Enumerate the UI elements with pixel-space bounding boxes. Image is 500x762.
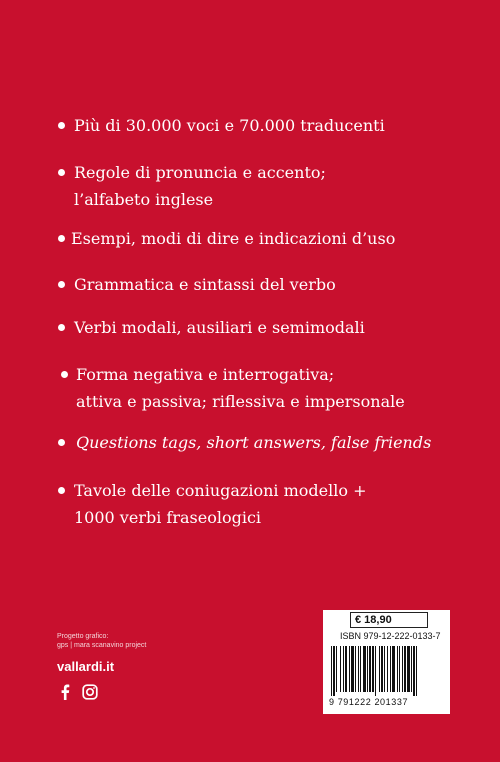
feature-text: Forma negativa e interrogativa; <box>76 365 335 384</box>
barcode-bar <box>411 646 412 692</box>
feature-item <box>76 429 431 456</box>
barcode-bar <box>363 646 366 692</box>
feature-text: l’alfabeto inglese <box>74 190 214 209</box>
barcode-bar <box>404 646 406 692</box>
feature-text: Grammatica e sintassi del verbo <box>74 275 336 294</box>
bullet-dot <box>61 371 68 378</box>
barcode-bar <box>355 646 356 692</box>
barcode-bar <box>402 646 403 692</box>
barcode-bar <box>349 646 350 692</box>
barcode-bar <box>399 646 400 692</box>
feature-text: Più di 30.000 voci e 70.000 traducenti <box>74 116 385 135</box>
isbn-label: ISBN 979-12-222-0133-7 <box>340 631 441 641</box>
barcode-bar <box>372 646 374 692</box>
barcode-bar <box>384 646 385 692</box>
barcode-bar <box>358 646 359 692</box>
instagram-icon[interactable] <box>82 684 98 704</box>
barcode-bar <box>392 646 395 692</box>
barcode-bar <box>336 646 337 692</box>
feature-text: Tavole delle coniugazioni modello + <box>74 481 367 500</box>
bullet-dot <box>58 235 65 242</box>
feature-item <box>74 159 326 213</box>
barcode-bar <box>340 646 341 692</box>
feature-text: Esempi, modi di dire e indicazioni d’uso <box>71 229 396 248</box>
feature-text: Verbi modali, ausiliari e semimodali <box>74 318 365 337</box>
feature-text: Questions tags, short answers, false friends <box>76 433 432 452</box>
design-credits <box>57 632 146 650</box>
barcode-bar <box>367 646 368 692</box>
barcode-bar <box>381 646 383 692</box>
feature-text: Regole di pronuncia e accento; <box>74 163 326 182</box>
barcode-bar <box>360 646 361 692</box>
feature-item <box>71 225 395 252</box>
barcode-bar <box>387 646 388 692</box>
credits-label: Progetto grafico: <box>57 633 109 640</box>
barcode-bar <box>343 646 344 692</box>
bullet-dot <box>58 324 65 331</box>
feature-item <box>74 112 385 139</box>
feature-item <box>74 314 365 341</box>
bullet-dot <box>58 281 65 288</box>
barcode-bar <box>413 646 415 696</box>
barcode-bar <box>390 646 391 692</box>
barcode-bar <box>345 646 347 692</box>
barcode-bar <box>416 646 417 696</box>
barcode-bar <box>333 646 335 696</box>
publisher-website[interactable]: vallardi.it <box>57 659 115 674</box>
barcode-digits: 9 791222 201337 <box>329 697 409 707</box>
feature-item <box>74 477 366 531</box>
feature-text: attiva e passiva; riflessiva e impersonale <box>76 392 405 411</box>
feature-item <box>74 271 336 298</box>
bullet-dot <box>58 487 65 494</box>
bullet-dot <box>58 122 65 129</box>
bullet-dot <box>58 169 65 176</box>
feature-item <box>76 361 405 415</box>
barcode-bar <box>369 646 371 692</box>
barcode-bar <box>351 646 354 692</box>
facebook-icon[interactable] <box>60 684 70 704</box>
barcode-bar <box>375 646 376 696</box>
credits-value: gps | mara scanavino project <box>57 642 147 649</box>
social-links <box>60 684 98 704</box>
barcode-bar <box>379 646 380 692</box>
bullet-dot <box>58 439 65 446</box>
price-label: € 18,90 <box>350 612 428 628</box>
barcode-image <box>331 646 441 696</box>
feature-text: 1000 verbi fraseologici <box>74 508 262 527</box>
barcode-bar <box>331 646 332 696</box>
barcode-bar <box>397 646 398 692</box>
barcode-bar <box>407 646 410 692</box>
